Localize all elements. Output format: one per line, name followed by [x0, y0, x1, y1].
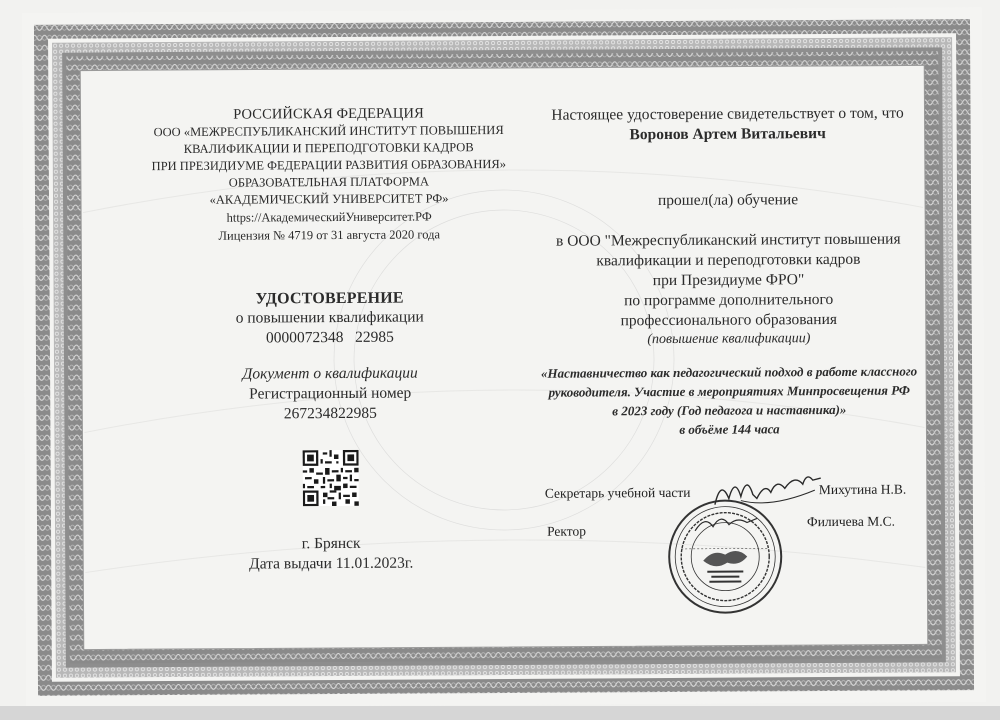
rector-label: Ректор	[547, 523, 587, 539]
rector-name: Филичева М.С.	[806, 513, 896, 530]
course-hours: в объёме 144 часа	[679, 421, 780, 437]
completed-training: прошел(ла) обучение	[657, 191, 799, 210]
certificate-sheet	[22, 7, 986, 708]
secretary-name: Михутина Н.В.	[818, 481, 907, 498]
org-name-line1: ООО «МЕЖРЕСПУБЛИКАНСКИЙ ИНСТИТУТ ПОВЫШЕНИЯ	[153, 122, 504, 140]
institution-line3: при Президиуме ФРО"	[652, 271, 805, 290]
course-title-line2: руководителя. Участие в мероприятиях Минпросвещения РФ	[548, 382, 910, 400]
registration-label: Регистрационный номер	[249, 384, 412, 403]
left-column	[118, 104, 541, 576]
document-kind: Документ о квалификации	[242, 364, 418, 383]
license-text: Лицензия № 4719 от 31 августа 2020 года	[218, 227, 441, 243]
intro-text: Настоящее удостоверение свидетельствует о том, что	[551, 104, 904, 124]
qr-code-icon	[303, 450, 359, 506]
scan-bottom-strip	[0, 706, 1000, 720]
platform-url: https://АкадемическийУниверситет.РФ	[226, 209, 432, 225]
city-name: г. Брянск	[301, 534, 361, 553]
registration-number: 267234822985	[283, 404, 377, 423]
course-title-line3: в 2023 году (Год педагога и наставника)»	[612, 401, 847, 419]
right-column	[522, 103, 934, 439]
country-name: РОССИЙСКАЯ ФЕДЕРАЦИЯ	[233, 105, 424, 123]
secretary-label: Секретарь учебной части	[544, 484, 691, 501]
platform-line1: ОБРАЗОВАТЕЛЬНАЯ ПЛАТФОРМА	[228, 174, 430, 190]
document-title: УДОСТОВЕРЕНИЕ	[255, 289, 404, 308]
org-name-line2: КВАЛИФИКАЦИИ И ПЕРЕПОДГОТОВКИ КАДРОВ	[183, 140, 474, 156]
institution-line2: квалификации и переподготовки кадров	[596, 250, 861, 270]
program-line1: по программе дополнительного	[624, 290, 834, 310]
person-name: Воронов Артем Витальевич	[629, 125, 826, 144]
issue-date: Дата выдачи 11.01.2023г.	[249, 554, 414, 573]
program-line2: профессионального образования	[620, 310, 838, 330]
institution-line1: в ООО "Межреспубликанский институт повышения	[555, 230, 901, 250]
document-number: 0000072348 22985	[265, 328, 394, 347]
course-title-line1: «Наставничество как педагогический подход в работе классного	[540, 363, 918, 381]
org-name-line3: ПРИ ПРЕЗИДИУМЕ ФЕДЕРАЦИИ РАЗВИТИЯ ОБРАЗОВАНИЯ»	[151, 156, 507, 174]
rector-signature	[691, 508, 761, 538]
platform-line2: «АКАДЕМИЧЕСКИЙ УНИВЕРСИТЕТ РФ»	[209, 191, 449, 207]
document-subtitle: о повышении квалификации	[235, 308, 424, 327]
program-type: (повышение квалификации)	[647, 331, 811, 348]
